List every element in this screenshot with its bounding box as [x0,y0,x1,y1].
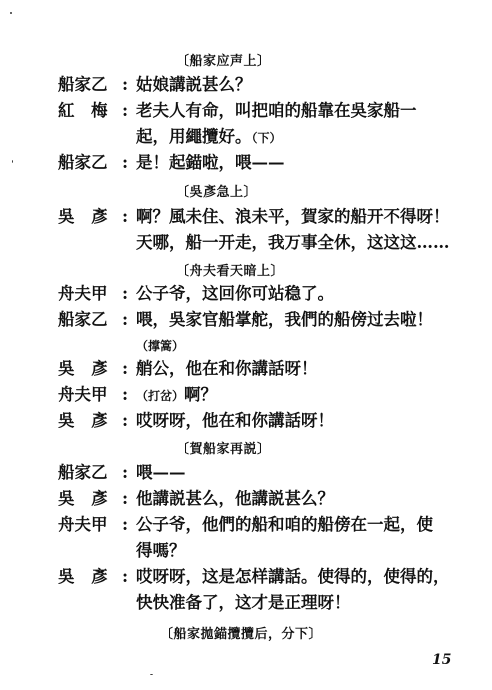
page-number: 15 [432,652,452,668]
dialogue-line [58,564,478,590]
dialogue-line [58,281,478,307]
scan-speck [10,12,12,14]
dialogue-line [58,72,478,98]
colon: : [122,101,129,120]
dialogue-line [58,460,478,486]
colon: : [122,284,129,303]
dialogue-line [58,98,478,124]
dialogue-line [58,204,478,230]
stage-direction: 〔舟夫看天暗上〕 [176,264,285,279]
inline-stage-direction: （打岔） [136,389,185,403]
dialogue-text: 公子爷，这回你可站稳了。 [136,284,334,303]
dialogue-text: 他講説甚么，他講説甚么？ [136,489,334,508]
colon: : [122,359,129,378]
dialogue-text: 快快准备了，这才是正理呀！ [136,593,351,612]
dialogue-text: 哎呀呀，这是怎样講話。使得的，使得的， [136,567,450,586]
dialogue-line [58,356,478,382]
dialogue-line [58,382,478,409]
dialogue-continuation [136,590,351,616]
dialogue-text: 啊？風未住、浪未平，賀家的船开不得呀！ [136,207,450,226]
speaker-name: 船家乙 [58,153,108,172]
dialogue-text: 喂—— [136,463,186,482]
speaker-name: 吳 彥 [58,207,108,226]
colon: : [122,207,129,226]
dialogue-text: 哎呀呀，他在和你講話呀！ [136,411,334,430]
inline-stage-direction: （撑篙） [136,339,185,353]
dialogue-line [58,512,478,538]
speaker-name: 船家乙 [58,75,108,94]
dialogue-text: 喂，吳家官船掌舵，我們的船傍过去啦！ [136,310,433,329]
scan-speck [150,674,153,675]
dialogue-line [58,150,478,176]
stage-direction: 〔賀船家再説〕 [176,442,271,457]
speaker-name: 吳 彥 [58,489,108,508]
speaker-name: 舟夫甲 [58,284,108,303]
dialogue-line [58,408,478,434]
scan-speck [12,160,13,163]
dialogue-text: 啊？ [184,385,218,404]
dialogue-continuation [136,538,186,564]
dialogue-text: 艄公，他在和你講話呀！ [136,359,318,378]
dialogue-continuation [136,230,450,256]
speaker-name: 船家乙 [58,463,108,482]
colon: : [122,567,129,586]
inline-stage-direction: （下） [251,131,282,145]
dialogue-text: 是！起錨啦，喂—— [136,153,285,172]
colon: : [122,411,129,430]
colon: : [122,463,129,482]
speaker-name: 舟夫甲 [58,515,108,534]
speaker-name: 吳 彥 [58,567,108,586]
dialogue-text: 得嗎？ [136,541,186,560]
colon: : [122,75,129,94]
colon: : [122,385,129,404]
speaker-name: 舟夫甲 [58,385,108,404]
stage-direction: 〔船家应声上〕 [176,54,271,69]
colon: : [122,153,129,172]
speaker-name: 吳 彥 [58,411,108,430]
speaker-name: 吳 彥 [58,359,108,378]
dialogue-text: 老夫人有命，叫把咱的船靠在吳家船一 [136,101,417,120]
stage-direction: 〔吳彥急上〕 [176,185,258,200]
dialogue-line [58,307,478,333]
dialogue-line [58,486,478,512]
dialogue-text: 天哪，船一开走，我万事全休，这这这…… [136,233,450,252]
dialogue-continuation [136,124,282,151]
colon: : [122,310,129,329]
dialogue-text: 起，用繩攬好。 [136,127,252,146]
colon: : [122,489,129,508]
speaker-name: 紅 梅 [58,101,108,120]
dialogue-text: 姑娘講説甚么？ [136,75,252,94]
colon: : [122,515,129,534]
speaker-name: 船家乙 [58,310,108,329]
dialogue-text: 公子爷，他們的船和咱的船傍在一起，使 [136,515,433,534]
stage-direction: 〔船家拋錨攬攬后，分下〕 [160,627,323,642]
